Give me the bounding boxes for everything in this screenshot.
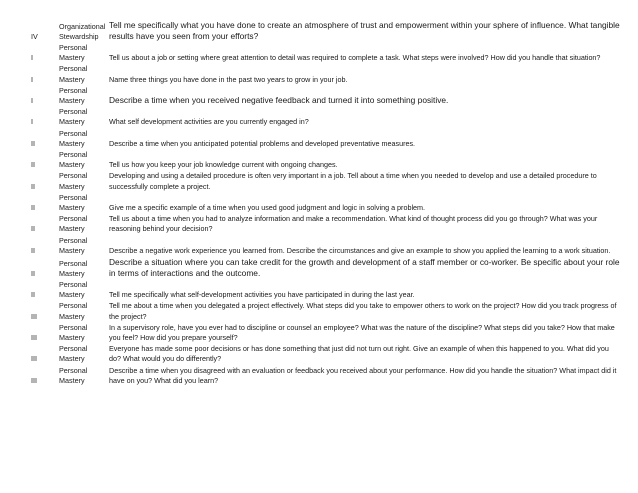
level-cell: I [31,117,33,127]
category-cell: Personal Mastery [59,192,88,213]
level-cell: III [31,375,37,385]
table-row [31,129,621,150]
question-cell: Name three things you have done in the past two years to grow in your job. [109,74,348,84]
level-cell: II [31,138,35,148]
table-row [31,344,621,365]
level-cell: IV [31,31,38,41]
category-cell: Personal Mastery [59,150,88,170]
category-cell: Personal Mastery [59,280,88,300]
table-row [31,150,621,171]
question-cell: Tell us about a job or setting where great attention to detail was required to complete a task. What steps were involved? How did you handle that situation? [109,53,601,63]
table-row [31,86,621,107]
question-cell: In a supervisory role, have you ever had to discipline or counsel an employee? What was the nature of the discipline? What steps did you take? How that make you feel? How did you prepare yourself? [109,322,615,343]
question-cell: Describe a time when you anticipated potential problems and developed preventative measures. [109,138,416,148]
question-cell: Developing and using a detailed procedure is often very important in a job. Tell about a time when you needed to develop and use a detailed procedure to successfully complete a project. [109,171,597,191]
category-cell: Personal Mastery [59,128,88,148]
table-row [31,280,621,301]
question-cell: Tell me specifically what you have done to create an atmosphere of trust and empowerment within your sphere of influence. What tangible results have you seen from your efforts? [109,20,620,41]
category-cell: Personal Mastery [59,171,88,191]
table-row [31,64,621,85]
category-cell: Personal Mastery [59,64,88,84]
category-cell: Personal Mastery [59,214,88,234]
category-cell: Personal Mastery [59,322,88,343]
interview-questions-table [31,20,621,387]
level-cell: I [31,53,33,63]
question-cell: What self development activities are you currently engaged in? [109,117,309,127]
category-cell: Personal Mastery [59,365,88,385]
question-cell: Tell me specifically what self-development activities you have participated in during the last year. [109,290,415,300]
table-row [31,301,621,322]
category-cell: Personal Mastery [59,344,88,364]
question-cell: Tell us about a time when you had to analyze information and make a recommendation. What kind of thought process did you go through? What was your reasoning behind your decision? [109,214,598,234]
level-cell: III [31,333,37,343]
question-cell: Describe a time when you disagreed with an evaluation or feedback you received about your performance. How did you handle the situation? What impact did it have on you? What did you learn? [109,365,617,385]
table-row [31,214,621,235]
level-cell: II [31,290,35,300]
level-cell: III [31,354,37,364]
category-cell: Personal Mastery [59,107,88,127]
category-cell: Personal Mastery [59,258,88,278]
question-cell: Tell me about a time when you delegated a project effectively. What steps did you take to empower others to work on the project? How did you track progress of the project? [109,301,617,321]
table-row [31,193,621,214]
table-row [31,366,621,387]
category-cell: Organizational Stewardship [59,21,106,41]
category-cell: Personal Mastery [59,235,88,255]
category-cell: Personal Mastery [59,43,88,63]
level-cell: I [31,96,33,106]
table-row [31,20,621,43]
level-cell: II [31,203,35,213]
level-cell: II [31,224,35,234]
table-row [31,236,621,257]
table-row [31,323,621,344]
level-cell: II [31,181,35,191]
question-cell: Give me a specific example of a time when you used good judgment and logic in solving a problem. [109,203,426,213]
level-cell: I [31,74,33,84]
question-cell: Tell us how you keep your job knowledge current with ongoing changes. [109,160,338,170]
level-cell: III [31,311,37,321]
question-cell: Describe a time when you received negative feedback and turned it into something positive. [109,95,449,106]
level-cell: II [31,245,35,255]
category-cell: Personal Mastery [59,85,88,106]
table-row [31,107,621,128]
question-cell: Describe a situation where you can take credit for the growth and development of a staff member or co-worker. Be specific about your role in terms of interactions and the outcome. [109,257,620,279]
level-cell: II [31,160,35,170]
question-cell: Describe a negative work experience you learned from. Describe the circumstances and give an example to show you applied the learning to a work situation. [109,245,611,255]
table-row [31,171,621,192]
category-cell: Personal Mastery [59,301,88,321]
question-cell: Everyone has made some poor decisions or has done something that just did not turn out right. Give an example of when this happened to you. What did you do? What would you do differently? [109,344,609,364]
level-cell: II [31,268,35,278]
table-row [31,43,621,64]
table-row [31,257,621,280]
